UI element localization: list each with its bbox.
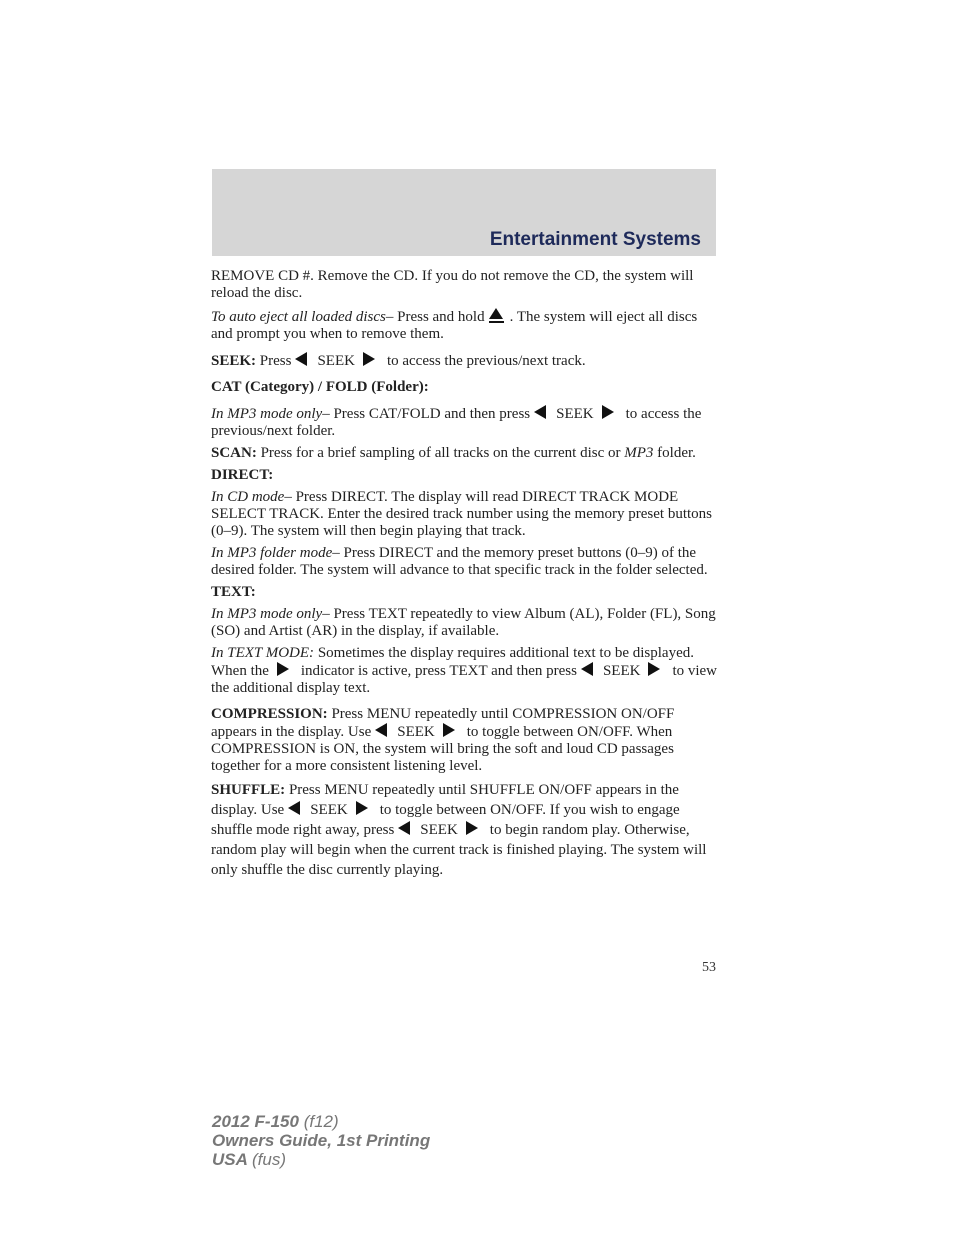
paragraph-direct-cd: In CD mode– Press DIRECT. The display will read DIRECT TRACK MODE SELECT TRACK. Enter the desired track number using the memory preset buttons (0–9). The system will then begin playing that track. (211, 489, 713, 539)
paragraph-text-mp3: In MP3 mode only– Press TEXT repeatedly to view Album (AL), Folder (FL), Song (SO) and Artist (AR) in the display, if available. (211, 606, 716, 639)
footer-guide-line: Owners Guide, 1st Printing (212, 1131, 431, 1150)
section-header-band (212, 169, 716, 256)
seek-left-arrow-icon (534, 405, 546, 419)
seek-label: SEEK: (211, 353, 257, 369)
text-indicator-arrow-icon (277, 662, 289, 676)
heading-text: TEXT: (211, 584, 256, 600)
footer-region-line: USA (fus) (212, 1150, 286, 1169)
seek-right-arrow-icon (363, 352, 375, 366)
section-title: Entertainment Systems (489, 229, 701, 250)
footer-model-line: 2012 F-150 (f12) (212, 1112, 339, 1131)
page-content (211, 268, 719, 885)
seek-right-arrow-icon (466, 821, 478, 835)
seek-left-arrow-icon (375, 723, 387, 737)
eject-icon (489, 307, 504, 324)
heading-direct: DIRECT: (211, 467, 274, 483)
paragraph-shuffle: SHUFFLE: Press MENU repeatedly until SHUFFLE ON/OFF appears in the display. Use SEEK to toggle between ON/OFF. If you wish to engage shuffle mode right away, press SEEK to begin random play. Otherwise, random play will begin when the current track is finished playing. The system will only shuffle the disc currently playing. (211, 782, 707, 878)
paragraph-direct-mp3: In MP3 folder mode– Press DIRECT and the memory preset buttons (0–9) of the desired folder. The system will advance to that specific track in the folder selected. (211, 545, 708, 578)
seek-right-arrow-icon (602, 405, 614, 419)
scan-label: SCAN: (211, 445, 257, 461)
paragraph-scan: SCAN: Press for a brief sampling of all tracks on the current disc or MP3 folder. (211, 445, 696, 461)
compression-label: COMPRESSION: (211, 706, 328, 722)
paragraph-text-mode: In TEXT MODE: Sometimes the display requires additional text to be displayed. When the indicator is active, press TEXT and then press SEEK to view the additional display text. (211, 645, 718, 696)
seek-left-arrow-icon (295, 352, 307, 366)
paragraph-compression: COMPRESSION: Press MENU repeatedly until COMPRESSION ON/OFF appears in the display. Use SEEK to toggle between ON/OFF. When COMPRESSION is ON, the system will bring the soft and loud CD passages together for a more consistent listening level. (211, 706, 675, 774)
seek-left-arrow-icon (398, 821, 410, 835)
seek-right-arrow-icon (356, 801, 368, 815)
document-footer (212, 1112, 430, 1169)
paragraph-auto-eject: To auto eject all loaded discs– Press and hold . The system will eject all discs and prompt you when to remove them. (211, 309, 698, 342)
seek-right-arrow-icon (443, 723, 455, 737)
seek-left-arrow-icon (288, 801, 300, 815)
seek-right-arrow-icon (648, 662, 660, 676)
seek-left-arrow-icon (581, 662, 593, 676)
shuffle-label: SHUFFLE: (211, 782, 286, 798)
heading-cat-fold: CAT (Category) / FOLD (Folder): (211, 379, 429, 395)
paragraph-remove-cd: REMOVE CD #. Remove the CD. If you do not remove the CD, the system will reload the disc. (211, 268, 694, 301)
page-number: 53 (702, 960, 716, 975)
paragraph-seek: SEEK: Press SEEK to access the previous/next track. (211, 353, 586, 369)
paragraph-cat-fold-mp3: In MP3 mode only– Press CAT/FOLD and then press SEEK to access the previous/next folder. (211, 406, 702, 439)
